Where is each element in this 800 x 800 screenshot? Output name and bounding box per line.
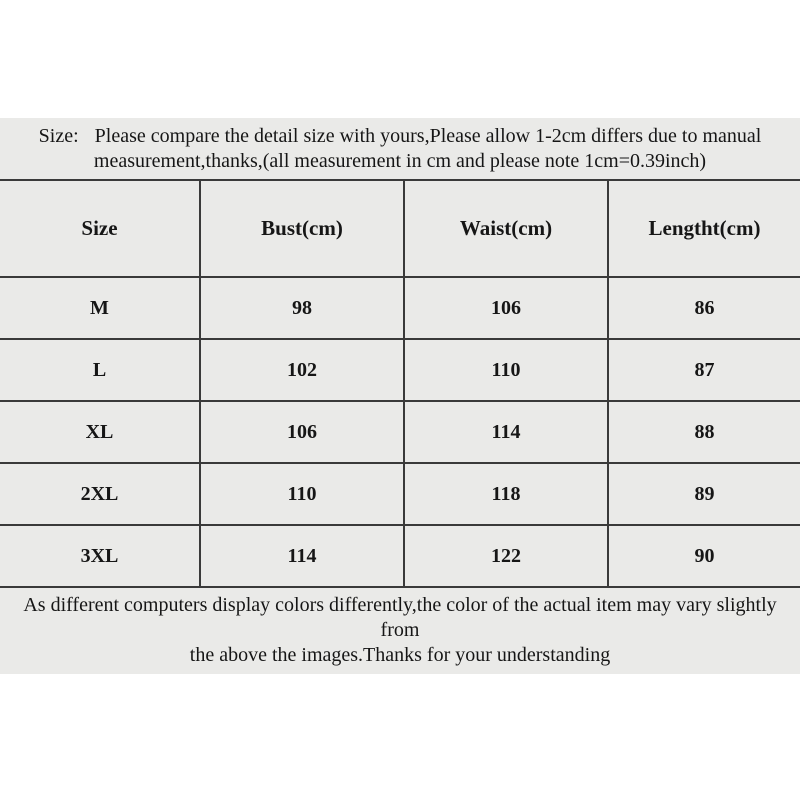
cell-waist: 110 <box>404 339 608 401</box>
table-row-xl <box>0 401 800 463</box>
cell-length: 86 <box>608 277 800 339</box>
color-disclaimer <box>0 588 800 674</box>
table-row-2xl <box>0 463 800 525</box>
cell-length: 90 <box>608 525 800 587</box>
size-note-line1 <box>0 124 800 149</box>
cell-size: M <box>0 277 200 339</box>
cell-bust: 102 <box>200 339 404 401</box>
table-row-m <box>0 277 800 339</box>
header-size: Size <box>0 180 200 277</box>
cell-length: 87 <box>608 339 800 401</box>
header-bust: Bust(cm) <box>200 180 404 277</box>
cell-size: 2XL <box>0 463 200 525</box>
cell-waist: 122 <box>404 525 608 587</box>
cell-bust: 106 <box>200 401 404 463</box>
size-chart-panel <box>0 118 800 674</box>
cell-length: 88 <box>608 401 800 463</box>
cell-waist: 118 <box>404 463 608 525</box>
cell-waist: 106 <box>404 277 608 339</box>
size-note-label: Size: <box>38 125 79 147</box>
header-waist: Waist(cm) <box>404 180 608 277</box>
header-length: Lengtht(cm) <box>608 180 800 277</box>
cell-bust: 114 <box>200 525 404 587</box>
cell-size: L <box>0 339 200 401</box>
size-note <box>0 118 800 179</box>
table-row-l <box>0 339 800 401</box>
cell-bust: 98 <box>200 277 404 339</box>
color-disclaimer-line1: As different computers display colors differently,the color of the actual item may vary slightly from <box>23 594 777 641</box>
table-row-3xl <box>0 525 800 587</box>
size-table-header-row <box>0 180 800 277</box>
size-note-text1: Please compare the detail size with yours,Please allow 1-2cm differs due to manual <box>94 125 762 147</box>
cell-size: XL <box>0 401 200 463</box>
cell-size: 3XL <box>0 525 200 587</box>
cell-length: 89 <box>608 463 800 525</box>
cell-waist: 114 <box>404 401 608 463</box>
color-disclaimer-line2: the above the images.Thanks for your understanding <box>189 644 611 666</box>
size-table <box>0 179 800 588</box>
cell-bust: 110 <box>200 463 404 525</box>
size-note-line2: measurement,thanks,(all measurement in cm and please note 1cm=0.39inch) <box>93 150 707 172</box>
